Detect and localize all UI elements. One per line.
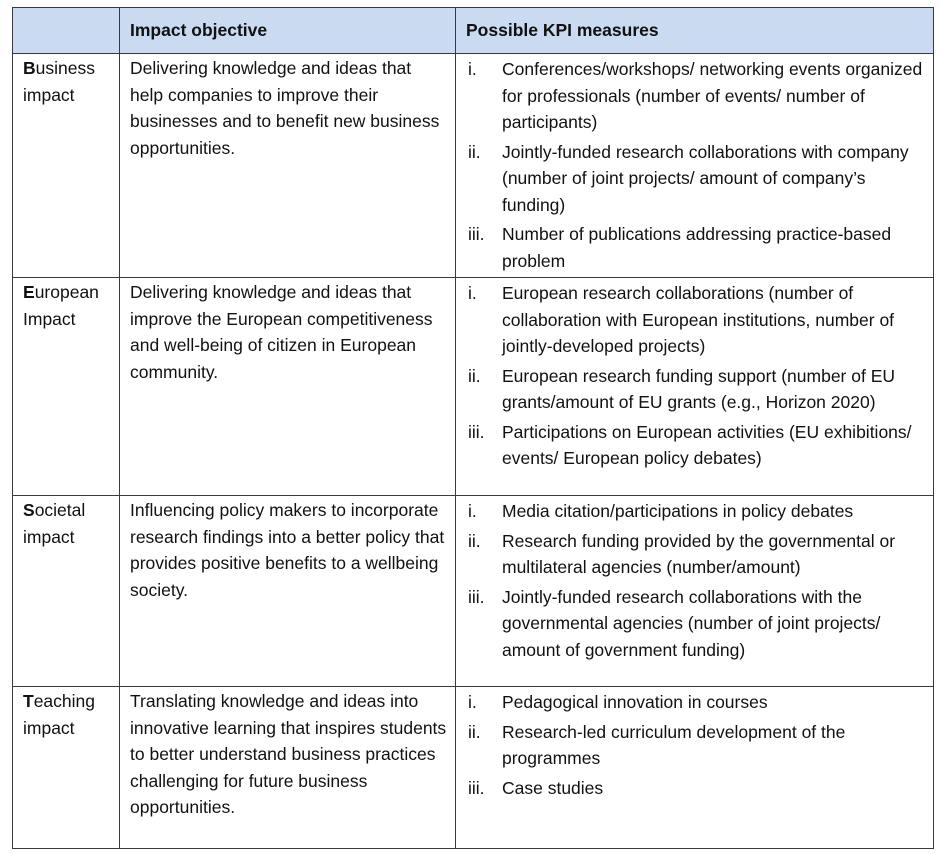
dimension-cell [13, 278, 120, 496]
kpi-number: i. [468, 501, 477, 521]
kpi-number: iii. [468, 586, 485, 607]
header-dimension [13, 8, 120, 54]
dimension-cell [13, 687, 120, 849]
kpi-number: i. [468, 59, 477, 79]
list-item [468, 775, 927, 802]
list-item [468, 689, 927, 716]
header-row [13, 8, 934, 54]
kpi-text: Case studies [502, 777, 604, 798]
list-item [468, 363, 927, 416]
kpi-text: Jointly-funded research collaborations with the governmental agencies (number of joint projects/ amount of government funding) [502, 586, 881, 660]
kpi-table [12, 7, 934, 849]
kpi-text: European research funding support (number of EU grants/amount of EU grants (e.g., Horizon 2020) [502, 365, 896, 412]
list-item [468, 719, 927, 772]
kpi-text: Jointly-funded research collaborations with company (number of joint projects/ amount of company’s funding) [502, 141, 909, 215]
list-item [468, 139, 927, 219]
objective-cell: Influencing policy makers to incorporate research findings into a better policy that provides positive benefits to a wellbeing society. [120, 496, 456, 687]
header-impact-objective: Impact objective [120, 8, 456, 54]
list-item [468, 419, 927, 472]
objective-cell: Delivering knowledge and ideas that improve the European competitiveness and well-being of citizen in European community. [120, 278, 456, 496]
list-item [468, 498, 927, 525]
kpi-list [468, 498, 927, 663]
kpi-text: Conferences/workshops/ networking events organized for professionals (number of events/ number of participants) [502, 59, 923, 132]
kpi-cell [456, 54, 934, 278]
dimension-label: eaching impact [23, 691, 96, 738]
kpi-text: Research funding provided by the governmental or multilateral agencies (number/amount) [502, 530, 896, 577]
kpi-number: iii. [468, 777, 485, 798]
table-row-teaching-impact [13, 687, 934, 849]
objective-cell: Translating knowledge and ideas into innovative learning that inspires students to better understand business practices challenging for future business opportunities. [120, 687, 456, 849]
table-row-business-impact [13, 54, 934, 278]
kpi-text: Number of publications addressing practice-based problem [502, 224, 892, 271]
kpi-number: iii. [468, 421, 485, 442]
kpi-list [468, 280, 927, 472]
kpi-number: i. [468, 692, 477, 712]
list-item [468, 280, 927, 360]
objective-cell: Delivering knowledge and ideas that help companies to improve their businesses and to benefit new business opportunities. [120, 54, 456, 278]
kpi-list [468, 56, 927, 274]
dimension-label: uropean Impact [23, 282, 99, 329]
kpi-cell [456, 278, 934, 496]
kpi-cell [456, 496, 934, 687]
kpi-number: ii. [468, 365, 481, 386]
kpi-number: iii. [468, 224, 485, 244]
kpi-number: ii. [468, 141, 481, 162]
dimension-label: usiness impact [23, 58, 95, 105]
dimension-label: ocietal impact [23, 500, 86, 547]
dimension-cell [13, 496, 120, 687]
kpi-text: Pedagogical innovation in courses [502, 692, 768, 712]
kpi-number: ii. [468, 530, 481, 551]
kpi-list [468, 689, 927, 801]
table-row-european-impact [13, 278, 934, 496]
header-kpi-measures: Possible KPI measures [456, 8, 934, 54]
dimension-cell [13, 54, 120, 278]
kpi-cell [456, 687, 934, 849]
dimension-initial: B [23, 58, 36, 78]
dimension-initial: T [23, 691, 34, 711]
table-row-societal-impact [13, 496, 934, 687]
kpi-text: European research collaborations (number of collaboration with European institutions, number of jointly-developed projects) [502, 283, 895, 356]
kpi-text: Media citation/participations in policy debates [502, 501, 854, 521]
kpi-text: Research-led curriculum development of the programmes [502, 721, 846, 768]
list-item [468, 56, 927, 136]
list-item [468, 528, 927, 581]
dimension-initial: S [23, 500, 35, 520]
kpi-number: ii. [468, 721, 481, 742]
list-item [468, 584, 927, 664]
list-item [468, 221, 927, 274]
dimension-initial: E [23, 282, 35, 302]
kpi-text: Participations on European activities (EU exhibitions/ events/ European policy debates) [502, 421, 912, 468]
kpi-number: i. [468, 283, 477, 303]
